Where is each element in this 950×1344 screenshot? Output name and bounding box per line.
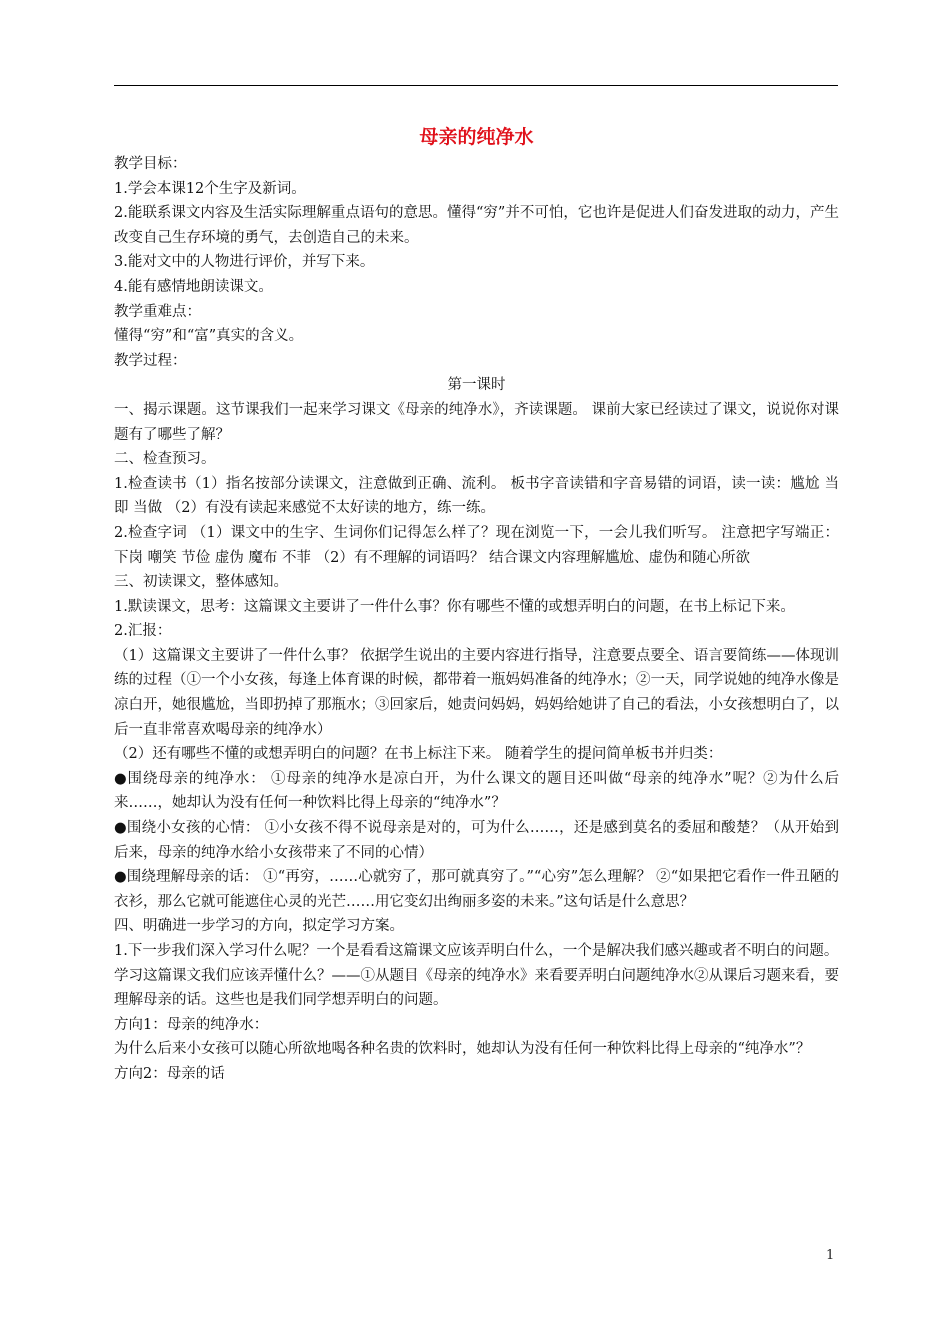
text-line: ●围绕理解母亲的话： ①“再穷，……心就穷了，那可就真穷了。”“心穷”怎么理解？ ②“如果把它看作一件丑陋的衣衫，那么它就可能遮住心灵的光芒……用它变幻出绚丽多姿的未来。”这句话是什么意思？: [114, 869, 839, 910]
text-line: ●围绕母亲的纯净水： ①母亲的纯净水是凉白开，为什么课文的题目还叫做“母亲的纯净水”呢？②为什么后来……，她却认为没有任何一种饮料比得上母亲的“纯净水”？: [114, 770, 839, 812]
text-line: 2.能联系课文内容及生活实际理解重点语句的意思。懂得“穷”并不可怕，它也许是促进人们奋发进取的动力，产生改变自己生存环境的勇气，去创造自己的未来。: [114, 205, 839, 246]
section-heading: 第一课时: [447, 377, 506, 394]
header-rule: [114, 85, 838, 86]
text-line: （2）还有哪些不懂的或想弄明白的问题？在书上标注下来。 随着学生的提问简单板书并归类：: [114, 746, 723, 763]
page-number: 1: [826, 1248, 835, 1263]
text-line: （1）这篇课文主要讲了一件什么事？ 依据学生说出的主要内容进行指导，注意要点要全、语言要简练——体现训练的过程（①一个小女孩，每逢上体育课的时候，都带着一瓶妈妈准备的纯净水；②一天，同学说她的纯净水像是凉白开，她很尴尬，当即扔掉了那瓶水；③回家后，她责问妈妈，妈妈给她讲了自己的看法，小女孩想明白了，以后一直非常喜欢喝母亲的纯净水）: [114, 647, 839, 738]
text-line: 四、明确进一步学习的方向，拟定学习方案。: [114, 918, 404, 935]
text-line: 2.检查字词 （1）课文中的生字、生词你们记得怎么样了？现在浏览一下，一会儿我们听写。 注意把字写端正：下岗 嘲笑 节俭 虚伪 魔布 不菲 （2）有不理解的词语吗？ 结合课文内容理解尴尬、虚伪和随心所欲: [114, 524, 839, 566]
text-line: 1.学会本课12个生字及新词。: [114, 180, 306, 197]
text-line: 一、揭示课题。这节课我们一起来学习课文《母亲的纯净水》，齐读课题。 课前大家已经读过了课文，说说你对课题有了哪些了解？: [114, 401, 839, 443]
text-line: 教学过程：: [114, 352, 187, 369]
text-line: 方向1：母亲的纯净水：: [114, 1016, 269, 1033]
text-line: 教学目标：: [114, 156, 187, 172]
text-line: ●围绕小女孩的心情： ①小女孩不得不说母亲是对的，可为什么……，还是感到莫名的委屈和酸楚？（从开始到后来，母亲的纯净水给小女孩带来了不同的心情）: [114, 820, 839, 861]
text-line: 懂得“穷”和“富”真实的含义。: [114, 328, 304, 345]
document-body: [114, 123, 839, 1087]
text-line: 3.能对文中的人物进行评价，并写下来。: [114, 254, 375, 271]
text-line: 学习这篇课文我们应该弄懂什么？——①从题目《母亲的纯净水》来看要弄明白问题纯净水②从课后习题来看，要理解母亲的话。这些也是我们同学想弄明白的问题。: [114, 967, 839, 1009]
text-line: 4.能有感情地朗读课文。: [114, 278, 273, 295]
text-line: 方向2：母亲的话: [114, 1065, 225, 1082]
text-line: 1.默读课文，思考：这篇课文主要讲了一件什么事？你有哪些不懂的或想弄明白的问题，在书上标记下来。: [114, 598, 795, 615]
text-line: 1.下一步我们深入学习什么呢？一个是看看这篇课文应该弄明白什么，一个是解决我们感兴趣或者不明白的问题。: [114, 943, 839, 959]
text-line: 三、初读课文，整体感知。: [114, 574, 288, 591]
text-line: 二、检查预习。: [114, 451, 216, 468]
text-line: 1.检查读书（1）指名按部分读课文，注意做到正确、流利。 板书字音读错和字音易错的词语，读一读：尴尬 当即 当做 （2）有没有读起来感觉不太好读的地方，练一练。: [114, 475, 839, 517]
text-line: 教学重难点：: [114, 303, 201, 320]
text-line: 为什么后来小女孩可以随心所欲地喝各种名贵的饮料时，她却认为没有任何一种饮料比得上母亲的“纯净水”？: [114, 1041, 811, 1058]
text-line: 2.汇报：: [114, 623, 172, 640]
document-title: 母亲的纯净水: [419, 126, 534, 148]
